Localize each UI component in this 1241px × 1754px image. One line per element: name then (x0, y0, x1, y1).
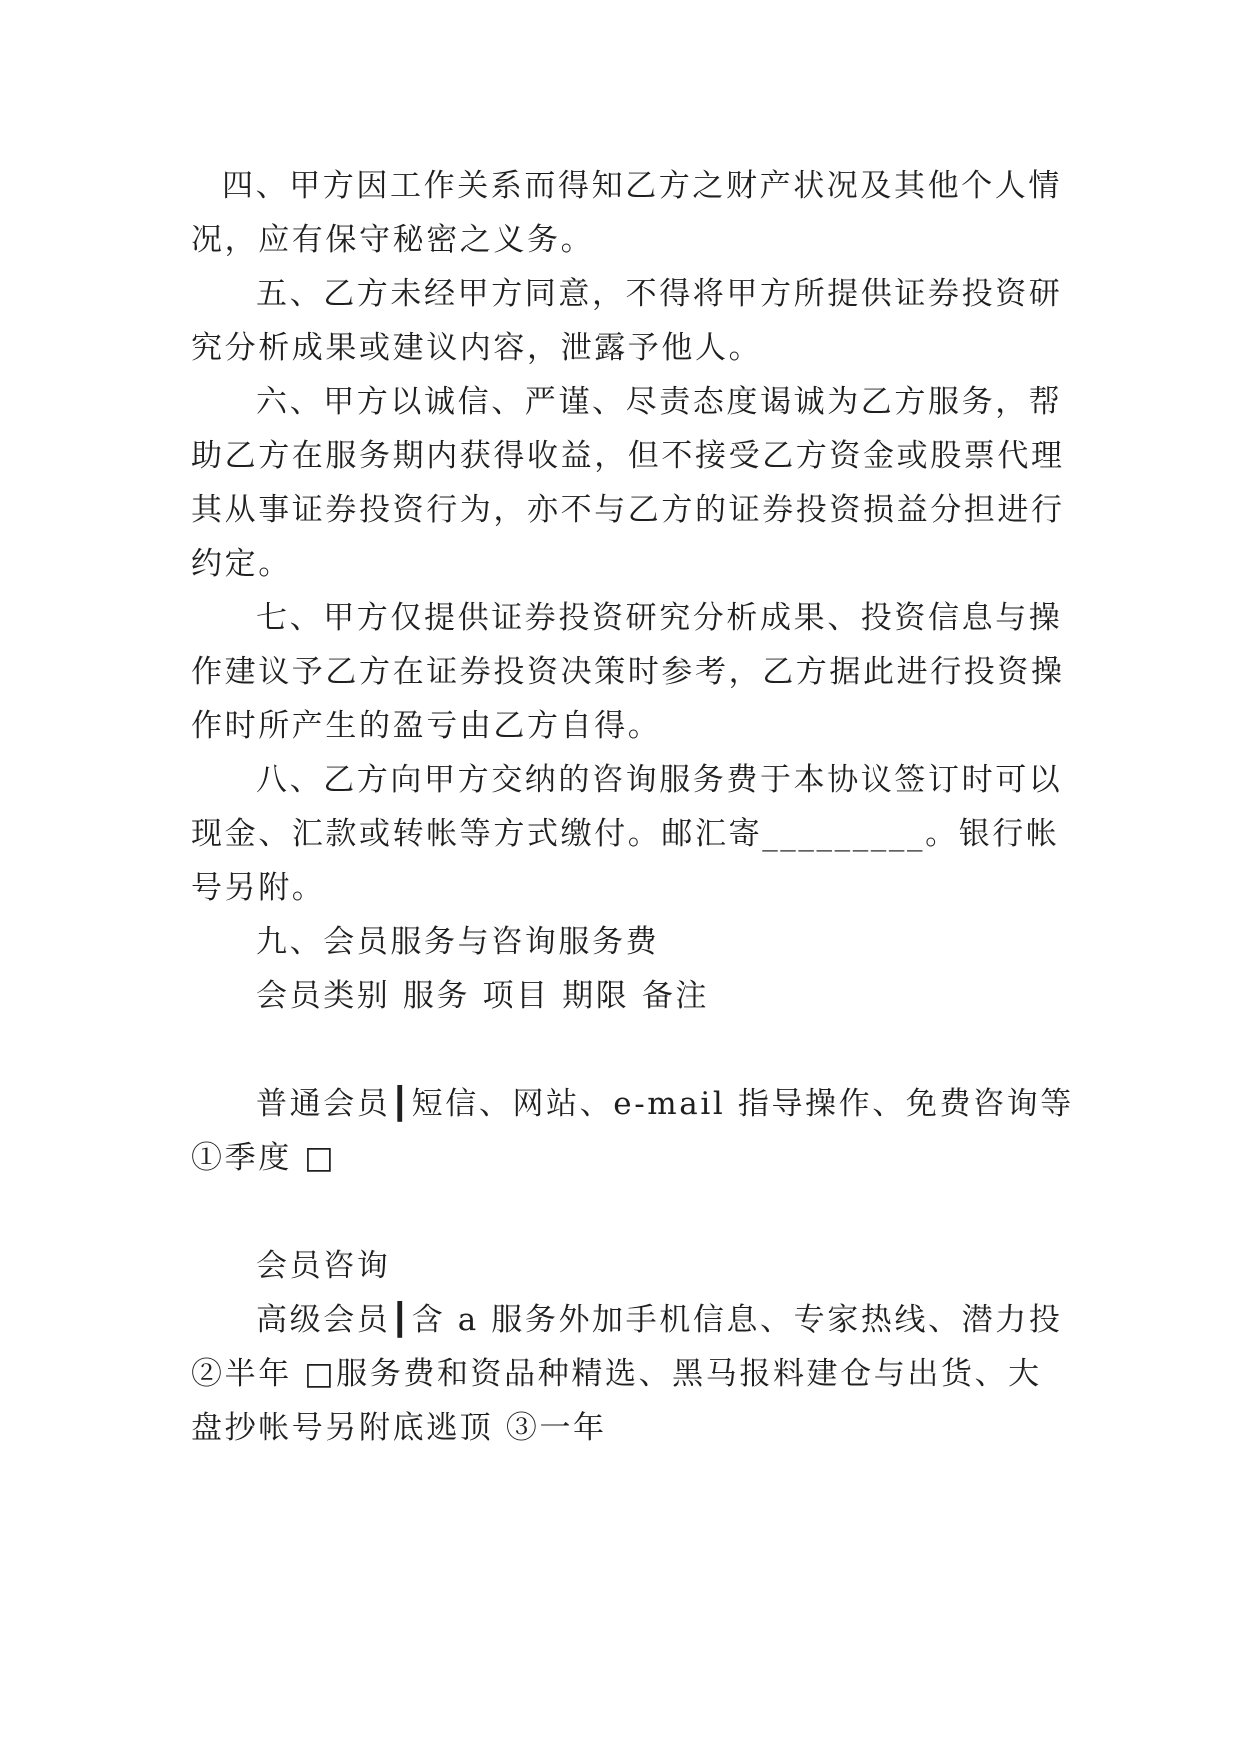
member-consultation-label: 会员咨询 (256, 1248, 391, 1284)
clause-4-line-1: 四、甲方因工作关系而得知乙方之财产状况及其他个人情 (222, 168, 1062, 204)
clause-7-line-3: 作时所产生的盈亏由乙方自得。 (191, 708, 662, 744)
clause-6-line-2: 助乙方在服务期内获得收益，但不接受乙方资金或股票代理 (191, 438, 1065, 474)
senior-member-row-line-1: 高级会员┃含 a 服务外加手机信息、专家热线、潜力投 (256, 1302, 1063, 1338)
clause-8-line-3: 号另附。 (191, 870, 326, 906)
clause-7-line-1: 七、甲方仅提供证券投资研究分析成果、投资信息与操 (256, 600, 1063, 636)
clause-8-line-2: 现金、汇款或转帐等方式缴付。邮汇寄_________。银行帐 (191, 816, 1060, 852)
senior-member-row-line-2: ②半年 □服务费和资品种精选、黑马报料建仓与出货、大 (191, 1356, 1042, 1392)
clause-5-line-1: 五、乙方未经甲方同意，不得将甲方所提供证券投资研 (256, 276, 1063, 312)
service-table-header: 会员类别 服务 项目 期限 备注 (256, 978, 710, 1014)
clause-8-line-1: 八、乙方向甲方交纳的咨询服务费于本协议签订时可以 (256, 762, 1063, 798)
clause-6-line-1: 六、甲方以诚信、严谨、尽责态度谒诚为乙方服务，帮 (256, 384, 1063, 420)
clause-5-line-2: 究分析成果或建议内容，泄露予他人。 (191, 330, 763, 366)
regular-member-row-line-1: 普通会员┃短信、网站、e-mail 指导操作、免费咨询等 (256, 1086, 1074, 1122)
senior-member-row-line-3: 盘抄帐号另附底逃顶 ③一年 (191, 1410, 607, 1446)
clause-4-line-2: 况，应有保守秘密之义务。 (191, 222, 595, 258)
clause-7-line-2: 作建议予乙方在证券投资决策时参考，乙方据此进行投资操 (191, 654, 1065, 690)
clause-9-heading: 九、会员服务与咨询服务费 (256, 924, 660, 960)
clause-6-line-3: 其从事证券投资行为，亦不与乙方的证券投资损益分担进行 (191, 492, 1065, 528)
regular-member-row-line-2: ①季度 □ (191, 1140, 337, 1176)
clause-6-line-4: 约定。 (191, 546, 292, 582)
